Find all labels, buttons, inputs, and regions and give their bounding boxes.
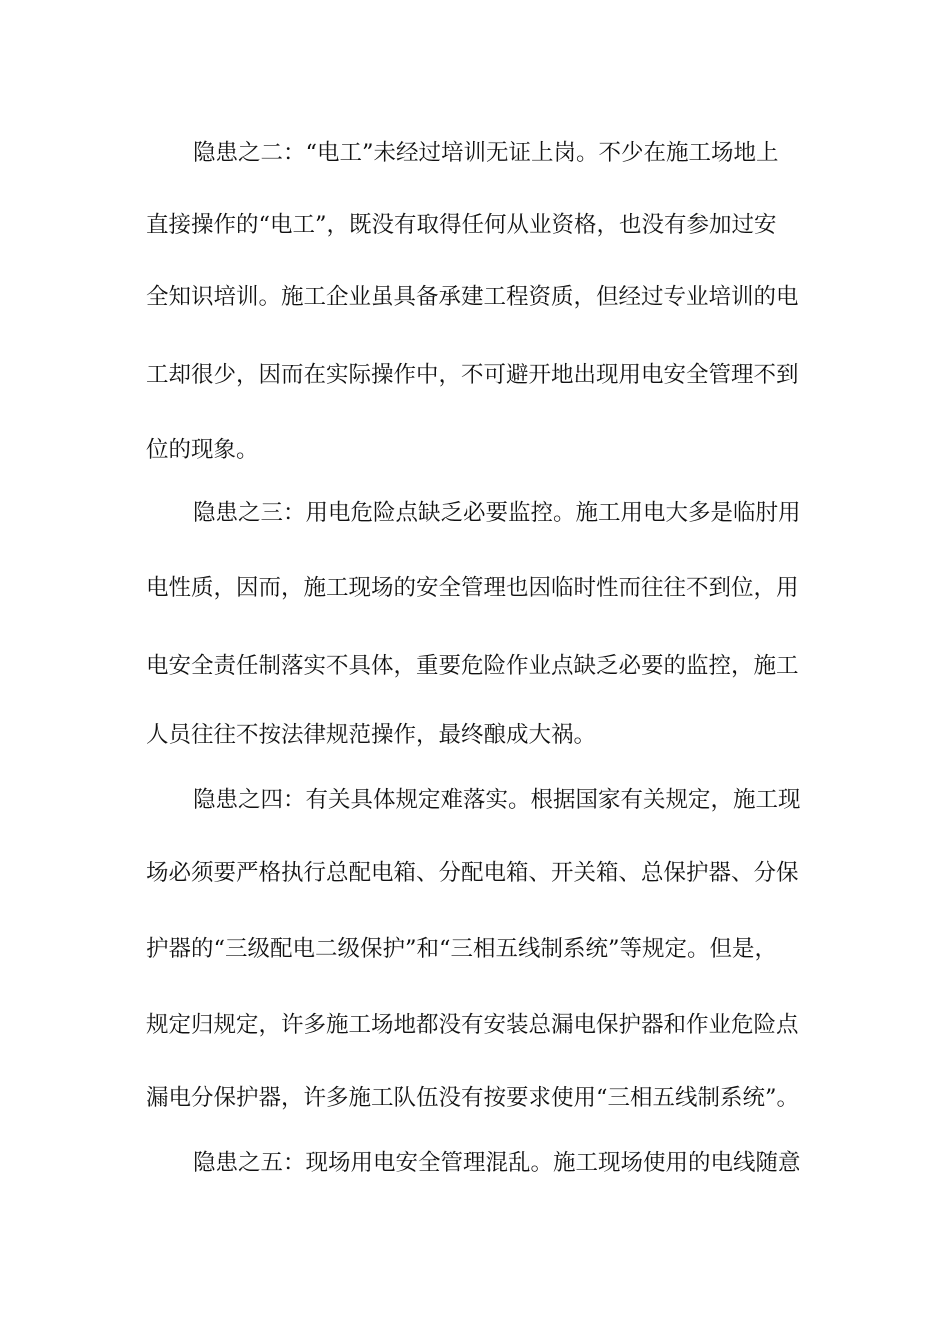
paragraph-line: 隐患之二：“电工”未经过培训无证上岗。不少在施工场地上 bbox=[193, 140, 779, 166]
paragraph-line: 漏电分保护器，许多施工队伍没有按要求使用“三相五线制系统”。 bbox=[146, 1085, 800, 1111]
paragraph-line: 全知识培训。施工企业虽具备承建工程资质，但经过专业培训的电 bbox=[146, 284, 799, 310]
paragraph-line: 场必须要严格执行总配电箱、分配电箱、开关箱、总保护器、分保 bbox=[146, 860, 799, 886]
paragraph-line: 电性质，因而，施工现场的安全管理也因临时性而往往不到位，用 bbox=[146, 575, 799, 601]
paragraph-line: 位的现象。 bbox=[146, 437, 259, 463]
paragraph-line: 隐患之四：有关具体规定难落实。根据国家有关规定，施工现 bbox=[193, 787, 801, 813]
paragraph-line: 隐患之五：现场用电安全管理混乱。施工现场使用的电线随意 bbox=[193, 1150, 801, 1176]
paragraph-line: 规定归规定，许多施工场地都没有安装总漏电保护器和作业危险点 bbox=[146, 1012, 799, 1038]
paragraph-line: 直接操作的“电工”，既没有取得任何从业资格，也没有参加过安 bbox=[146, 212, 777, 238]
paragraph-line: 电安全责任制落实不具体，重要危险作业点缺乏必要的监控，施工 bbox=[146, 653, 799, 679]
paragraph-line: 人员往往不按法律规范操作，最终酿成大祸。 bbox=[146, 722, 597, 748]
paragraph-line: 隐患之三：用电危险点缺乏必要监控。施工用电大多是临肘用 bbox=[193, 500, 801, 526]
paragraph-line: 护器的“三级配电二级保护”和“三相五线制系统”等规定。但是， bbox=[146, 936, 778, 962]
paragraph-line: 工却很少，因而在实际操作中，不可避开地出现用电安全管理不到 bbox=[146, 362, 799, 388]
